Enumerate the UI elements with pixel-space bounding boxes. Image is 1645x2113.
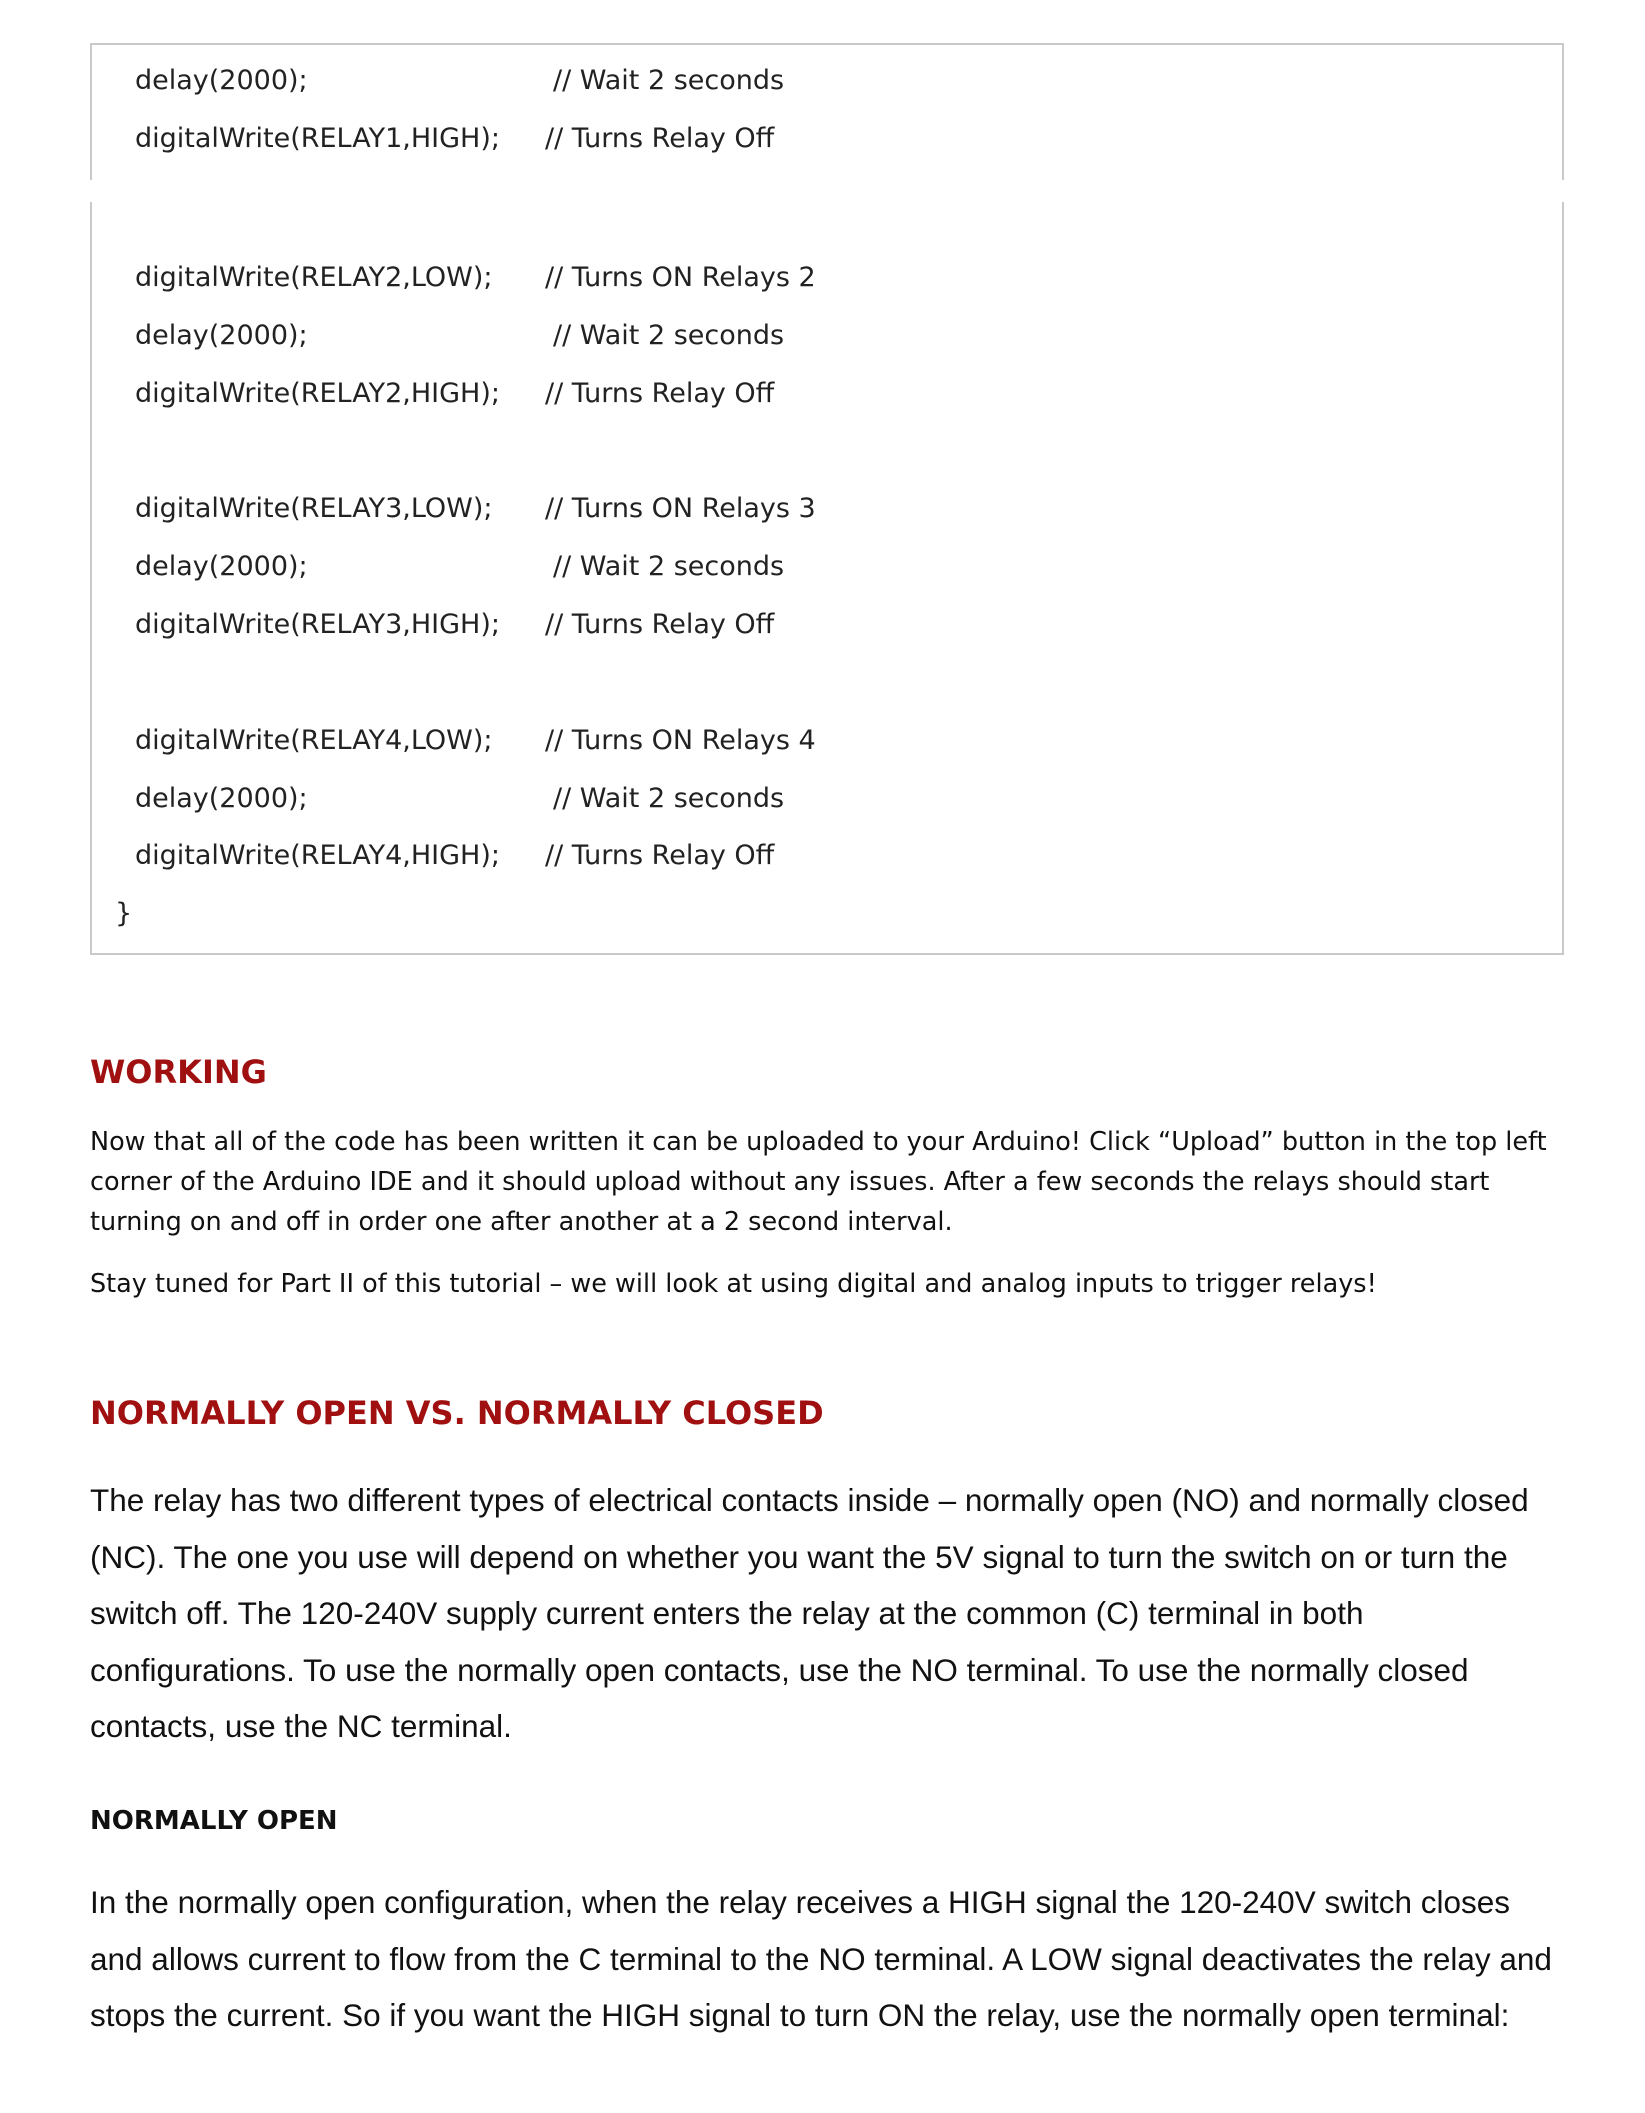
code-comment: // Turns ON Relays 4 — [545, 725, 816, 756]
code-statement: delay(2000); — [135, 320, 308, 351]
code-comment: // Wait 2 seconds — [553, 65, 785, 96]
normally-open-paragraph: In the normally open configuration, when the relay receives a HIGH signal the 120-240V switch closes and allows current to flow from the C terminal to the NO terminal. A LOW signal deactivates the relay and stops the current. So if you want the HIGH signal to turn ON the relay, use the normally open terminal: — [90, 1884, 1552, 2033]
no-vs-nc-heading: NORMALLY OPEN VS. NORMALLY CLOSED — [90, 1394, 824, 1432]
code-block-top — [90, 43, 1564, 180]
code-comment: // Turns Relay Off — [545, 378, 775, 409]
stay-tuned-paragraph: Stay tuned for Part II of this tutorial – we will look at using digital and analog inputs to trigger relays! — [90, 1269, 1377, 1299]
working-heading: WORKING — [90, 1053, 267, 1091]
code-comment: // Turns Relay Off — [545, 840, 775, 871]
code-comment: // Turns Relay Off — [545, 123, 775, 154]
code-statement: delay(2000); — [135, 551, 308, 582]
code-statement: digitalWrite(RELAY2,LOW); — [135, 262, 493, 293]
code-comment: // Wait 2 seconds — [553, 551, 785, 582]
working-paragraph: Now that all of the code has been written it can be uploaded to your Arduino! Click “Upload” button in the top left corner of the Arduino IDE and it should upload without any issues. After a few seconds the relays should start turning on and off in order one after another at a 2 second interval. — [90, 1127, 1547, 1237]
code-comment: // Turns Relay Off — [545, 609, 775, 640]
code-statement: digitalWrite(RELAY4,LOW); — [135, 725, 493, 756]
code-statement: digitalWrite(RELAY4,HIGH); — [135, 840, 500, 871]
code-statement: digitalWrite(RELAY3,LOW); — [135, 493, 493, 524]
code-comment: // Turns ON Relays 2 — [545, 262, 816, 293]
code-statement: delay(2000); — [135, 65, 308, 96]
code-statement: digitalWrite(RELAY3,HIGH); — [135, 609, 500, 640]
code-comment: // Wait 2 seconds — [553, 320, 785, 351]
normally-open-heading: NORMALLY OPEN — [90, 1806, 338, 1836]
code-comment: // Wait 2 seconds — [553, 783, 785, 814]
no-vs-nc-paragraph: The relay has two different types of electrical contacts inside – normally open (NO) and normally closed (NC). The one you use will depend on whether you want the 5V signal to turn the switch on or turn the switch off. The 120-240V supply current enters the relay at the common (C) terminal in both configurations. To use the normally open contacts, use the NO terminal. To use the normally closed contacts, use the NC terminal. — [90, 1482, 1529, 1744]
closing-brace: } — [115, 898, 133, 929]
code-statement: digitalWrite(RELAY1,HIGH); — [135, 123, 500, 154]
code-comment: // Turns ON Relays 3 — [545, 493, 816, 524]
code-statement: digitalWrite(RELAY2,HIGH); — [135, 378, 500, 409]
code-statement: delay(2000); — [135, 783, 308, 814]
